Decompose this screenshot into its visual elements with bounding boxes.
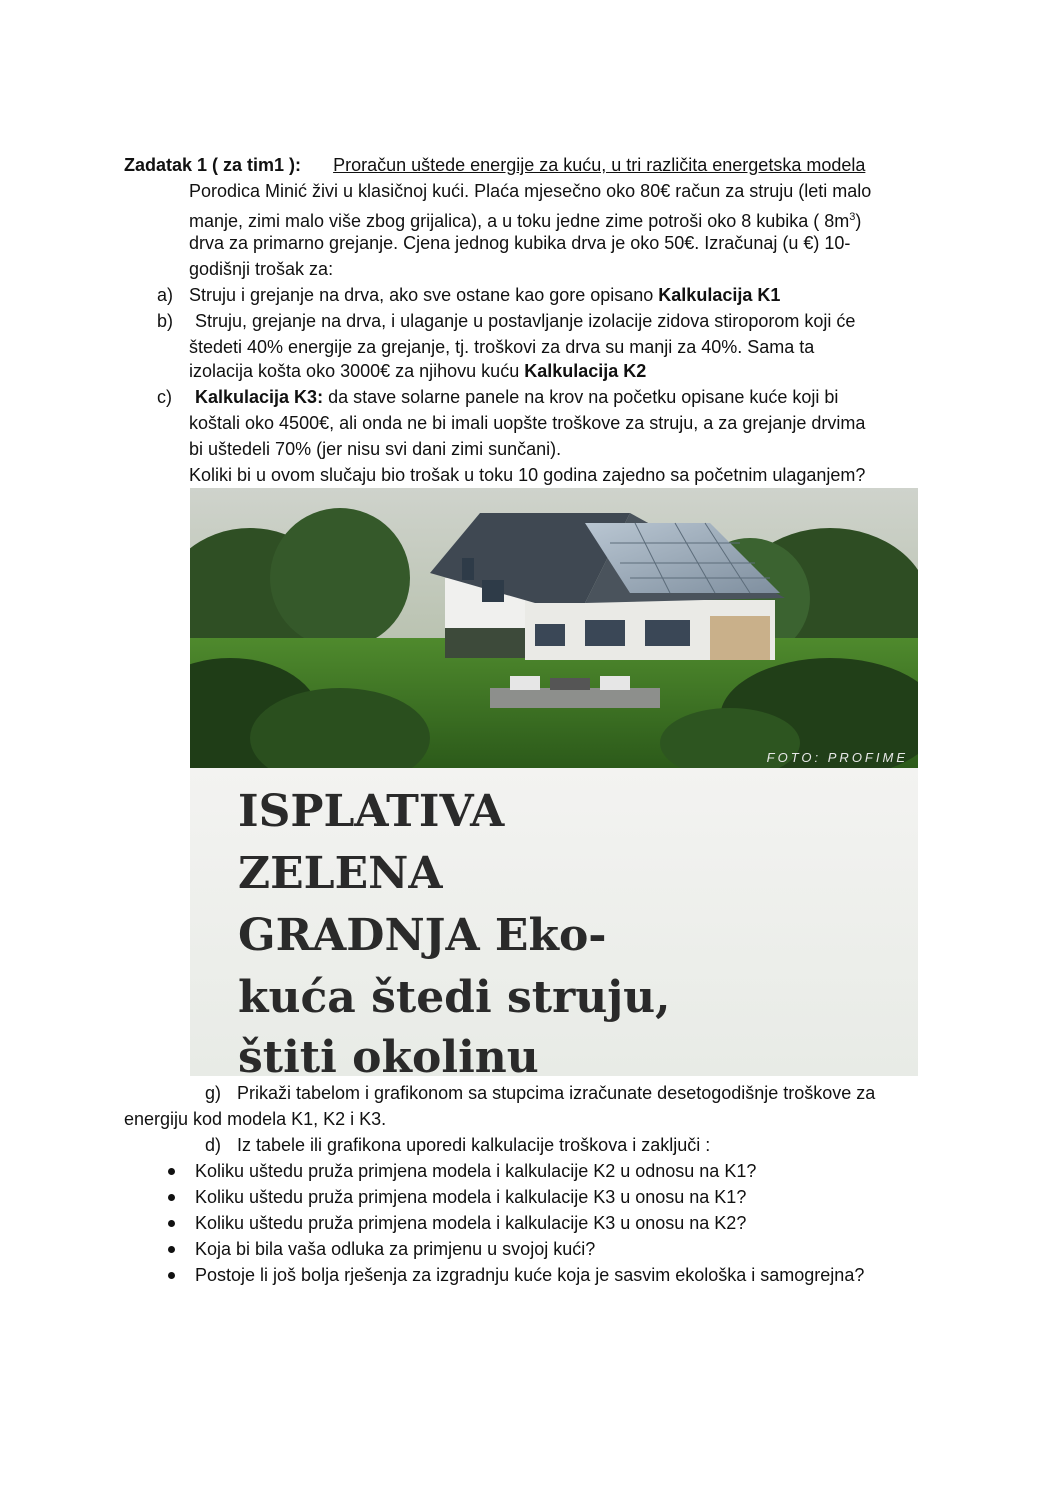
list-item: Koja bi bila vaša odluka za primjenu u svojoj kući? [195, 1239, 596, 1259]
photo-watermark: FOTO: PROFIME [766, 750, 908, 765]
list-item: Koliku uštedu pruža primjena modela i kalkulacije K3 u onosu na K2? [195, 1213, 747, 1233]
item-d-text: Iz tabele ili grafikona uporedi kalkulacije troškova i zaključi : [237, 1135, 711, 1155]
item-b-label: b) [157, 311, 174, 331]
item-g-line-1: Prikaži tabelom i grafikonom sa stupcima izračunate desetogodišnje troškove za [237, 1083, 876, 1103]
kalkulacija-k2: Kalkulacija K2 [524, 361, 647, 381]
eco-house-photo [190, 488, 918, 1076]
bullet-dot [168, 1272, 175, 1279]
caption-line-5: štiti okolinu [238, 1032, 539, 1076]
superscript: 3 [849, 211, 856, 223]
item-b-line-1: Struju, grejanje na drva, i ulaganje u postavljanje izolacije zidova stiroporom koji će [195, 311, 856, 331]
list-item: Postoje li još bolja rješenja za izgradnju kuće koja je sasvim ekološka i samogrejna? [195, 1265, 865, 1285]
item-g-label: g) [205, 1083, 222, 1103]
item-d-label: d) [205, 1135, 222, 1155]
item-g-line-2: energiju kod modela K1, K2 i K3. [124, 1109, 387, 1129]
task-subtitle: Proračun uštede energije za kuću, u tri različita energetska modela [333, 155, 866, 175]
kalkulacija-k3: Kalkulacija K3: [195, 387, 324, 407]
task-heading [124, 154, 865, 176]
intro-line-2: manje, zimi malo više zbog grijalica), a u toku jedne zime potroši oko 8 kubika ( $8m^3$) [189, 211, 862, 231]
item-c-label: c) [157, 387, 172, 407]
kalkulacija-k1: Kalkulacija K1 [658, 285, 781, 305]
bullet-dot [168, 1168, 175, 1175]
caption-line-2: ZELENA [238, 848, 443, 899]
bullet-dot [168, 1194, 175, 1201]
item-c-line-3: bi uštedeli 70% (jer nisu svi dani zimi sunčani). [189, 439, 562, 459]
item-a-text: Struju i grejanje na drva, ako sve ostane kao gore opisano Kalkulacija K1 [189, 285, 781, 305]
list-item: Koliku uštedu pruža primjena modela i kalkulacije K2 u odnosu na K1? [195, 1161, 757, 1181]
intro-line-4: godišnji trošak za: [189, 259, 334, 279]
intro-line-3: drva za primarno grejanje. Cjena jednog kubika drva je oko 50€. Izračunaj (u €) 10- [189, 233, 851, 253]
caption-line-1: ISPLATIVA [238, 786, 505, 837]
caption-line-3: GRADNJA Eko- [238, 910, 607, 961]
item-a-label: a) [157, 285, 174, 305]
item-c-line-1: Kalkulacija K3: da stave solarne panele na krov na početku opisane kuće koji bi [195, 387, 839, 407]
bullet-dot [168, 1246, 175, 1253]
intro-line-1: Porodica Minić živi u klasičnoj kući. Plaća mjesečno oko 80€ račun za struju (leti malo [189, 181, 872, 201]
item-c-line-4: Koliki bi u ovom slučaju bio trošak u toku 10 godina zajedno sa početnim ulaganjem? [189, 465, 866, 485]
item-b-line-2: štedeti 40% energije za grejanje, tj. troškovi za drva su manji za 40%. Sama ta [189, 337, 815, 357]
bullet-dot [168, 1220, 175, 1227]
list-item: Koliku uštedu pruža primjena modela i kalkulacije K3 u onosu na K1? [195, 1187, 747, 1207]
item-c-line-2: koštali oko 4500€, ali onda ne bi imali uopšte troškove za struju, a za grejanje drvima [189, 413, 866, 433]
caption-line-4: kuća štedi struju, [238, 972, 671, 1023]
task-title: Zadatak 1 ( za tim1 ): [124, 155, 302, 175]
item-b-line-3: izolacija košta oko 3000€ za njihovu kuću Kalkulacija K2 [189, 361, 647, 381]
